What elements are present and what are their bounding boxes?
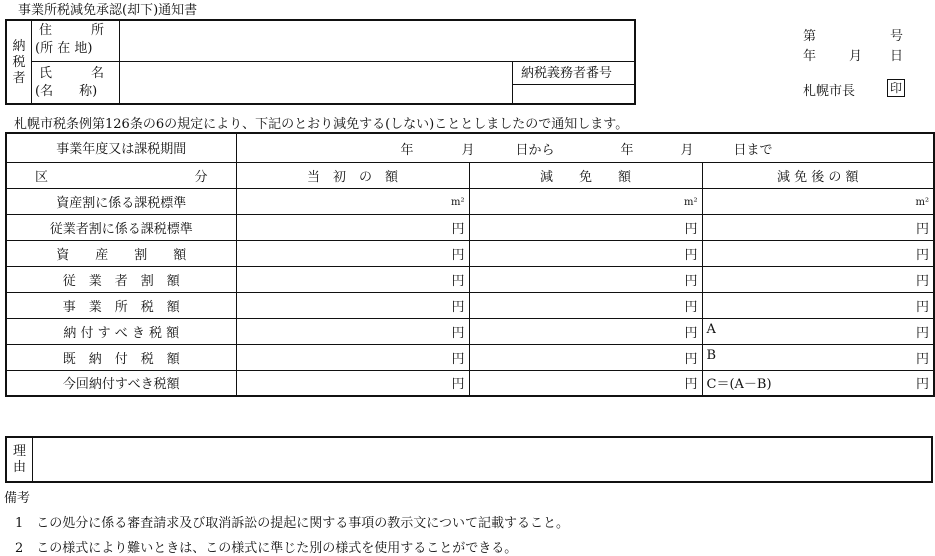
table-row	[6, 214, 934, 240]
document-title: 事業所税減免承認(却下)通知書	[18, 3, 198, 18]
date-month: 月	[849, 49, 863, 64]
unit-label: 円	[451, 247, 465, 263]
table-row	[6, 266, 934, 292]
after-prefix: B	[706, 347, 717, 363]
period-day-2: 日まで	[733, 142, 773, 158]
row-label: 資 産 割 額	[6, 240, 236, 266]
initial-amount-cell[interactable]	[236, 344, 469, 370]
tax-reduction-table	[5, 132, 935, 397]
unit-label: 円	[451, 273, 465, 289]
period-value	[236, 133, 934, 162]
reduction-amount-cell[interactable]	[469, 344, 702, 370]
table-row	[6, 318, 934, 344]
mayor-label: 札幌市長	[803, 84, 856, 99]
taxpayer-box	[5, 19, 636, 105]
initial-amount-cell[interactable]	[236, 318, 469, 344]
unit-label: 円	[684, 273, 698, 289]
initial-amount-header: 当 初 の 額	[236, 162, 469, 188]
period-month-1: 月	[461, 142, 475, 158]
after-amount-cell[interactable]	[702, 240, 934, 266]
kubun-1: 区	[35, 169, 49, 185]
reduction-amount-cell[interactable]	[469, 188, 702, 214]
name-label-1: 氏 名	[39, 66, 105, 81]
number-label-2: 号	[890, 29, 904, 44]
unit-label: 円	[451, 351, 465, 367]
address-label-1: 住 所	[39, 23, 105, 38]
period-year-2: 年	[620, 142, 634, 158]
unit-label: 円	[684, 377, 698, 393]
after-amount-cell[interactable]	[702, 266, 934, 292]
row-label: 今回納付すべき税額	[6, 370, 236, 396]
after-amount-cell[interactable]	[702, 318, 934, 344]
initial-amount-cell[interactable]	[236, 292, 469, 318]
column-header-row	[6, 162, 934, 188]
reduction-amount-cell[interactable]	[469, 240, 702, 266]
after-amount-cell[interactable]	[702, 188, 934, 214]
reason-box	[5, 436, 933, 483]
table-row	[6, 292, 934, 318]
row-label: 既 納 付 税 額	[6, 344, 236, 370]
after-amount-cell[interactable]	[702, 292, 934, 318]
row-label: 事 業 所 税 額	[6, 292, 236, 318]
unit-label: 円	[684, 325, 698, 341]
remarks-item-2: 2 この様式により難いときは、この様式に準じた別の様式を使用することができる。	[15, 541, 518, 556]
after-amount-cell[interactable]	[702, 214, 934, 240]
unit-label: 円	[916, 221, 930, 237]
after-prefix: C＝(A－B)	[706, 377, 772, 393]
row-label: 資産割に係る課税標準	[6, 188, 236, 214]
remarks	[4, 487, 569, 556]
taxpayer-side-label: 納 税 者	[12, 39, 26, 86]
unit-label: 円	[684, 299, 698, 315]
after-prefix: A	[706, 321, 716, 337]
initial-amount-cell[interactable]	[236, 266, 469, 292]
address-label-2: (所 在 地)	[35, 41, 93, 56]
name-label-2: (名 称)	[35, 84, 98, 99]
unit-label: 円	[916, 273, 930, 289]
table-row	[6, 370, 934, 396]
unit-label: 円	[451, 377, 465, 393]
number-label-1: 第	[803, 29, 817, 44]
reason-label: 理 由	[7, 438, 33, 481]
row-label: 従業者割に係る課税標準	[6, 214, 236, 240]
remarks-heading: 備考	[4, 491, 31, 506]
table-row	[6, 344, 934, 370]
period-year-1: 年	[400, 142, 414, 158]
seal-mark: 印	[887, 79, 905, 97]
tax-id-label: 納税義務者番号	[521, 66, 613, 81]
unit-label: m²	[915, 196, 930, 208]
reduction-amount-cell[interactable]	[469, 370, 702, 396]
after-amount-cell[interactable]	[702, 344, 934, 370]
reduction-amount-cell[interactable]	[469, 318, 702, 344]
initial-amount-cell[interactable]	[236, 214, 469, 240]
unit-label: 円	[916, 299, 930, 315]
unit-label: 円	[916, 377, 930, 393]
period-month-2: 月	[680, 142, 694, 158]
date-day: 日	[890, 49, 904, 64]
initial-amount-cell[interactable]	[236, 188, 469, 214]
unit-label: 円	[451, 299, 465, 315]
unit-label: 円	[451, 325, 465, 341]
date-year: 年	[803, 49, 817, 64]
remarks-item-1: 1 この処分に係る審査請求及び取消訴訟の提起に関する事項の教示文について記載すること。	[15, 516, 570, 531]
period-label: 事業年度又は課税期間	[6, 133, 236, 162]
unit-label: 円	[451, 221, 465, 237]
reduction-amount-cell[interactable]	[469, 266, 702, 292]
notice-text: 札幌市税条例第126条の6の規定により、下記のとおり減免する(しない)こととしましたので通知します。	[14, 117, 629, 132]
period-day-1: 日から	[515, 142, 555, 158]
unit-label: 円	[916, 247, 930, 263]
initial-amount-cell[interactable]	[236, 370, 469, 396]
table-row	[6, 240, 934, 266]
kubun-2: 分	[194, 169, 208, 185]
after-reduction-header: 減 免 後 の 額	[702, 162, 934, 188]
after-amount-cell[interactable]	[702, 370, 934, 396]
table-row	[6, 188, 934, 214]
reduction-amount-cell[interactable]	[469, 292, 702, 318]
unit-label: 円	[684, 221, 698, 237]
row-label: 従 業 者 割 額	[6, 266, 236, 292]
unit-label: 円	[916, 351, 930, 367]
unit-label: 円	[684, 247, 698, 263]
kubun-header	[6, 162, 236, 188]
unit-label: m²	[684, 196, 698, 208]
unit-label: m²	[451, 196, 465, 208]
period-row	[6, 133, 934, 162]
reduction-amount-cell[interactable]	[469, 214, 702, 240]
reduction-amount-header: 減 免 額	[469, 162, 702, 188]
initial-amount-cell[interactable]	[236, 240, 469, 266]
unit-label: 円	[916, 325, 930, 341]
row-label: 納 付 す べ き 税 額	[6, 318, 236, 344]
unit-label: 円	[684, 351, 698, 367]
